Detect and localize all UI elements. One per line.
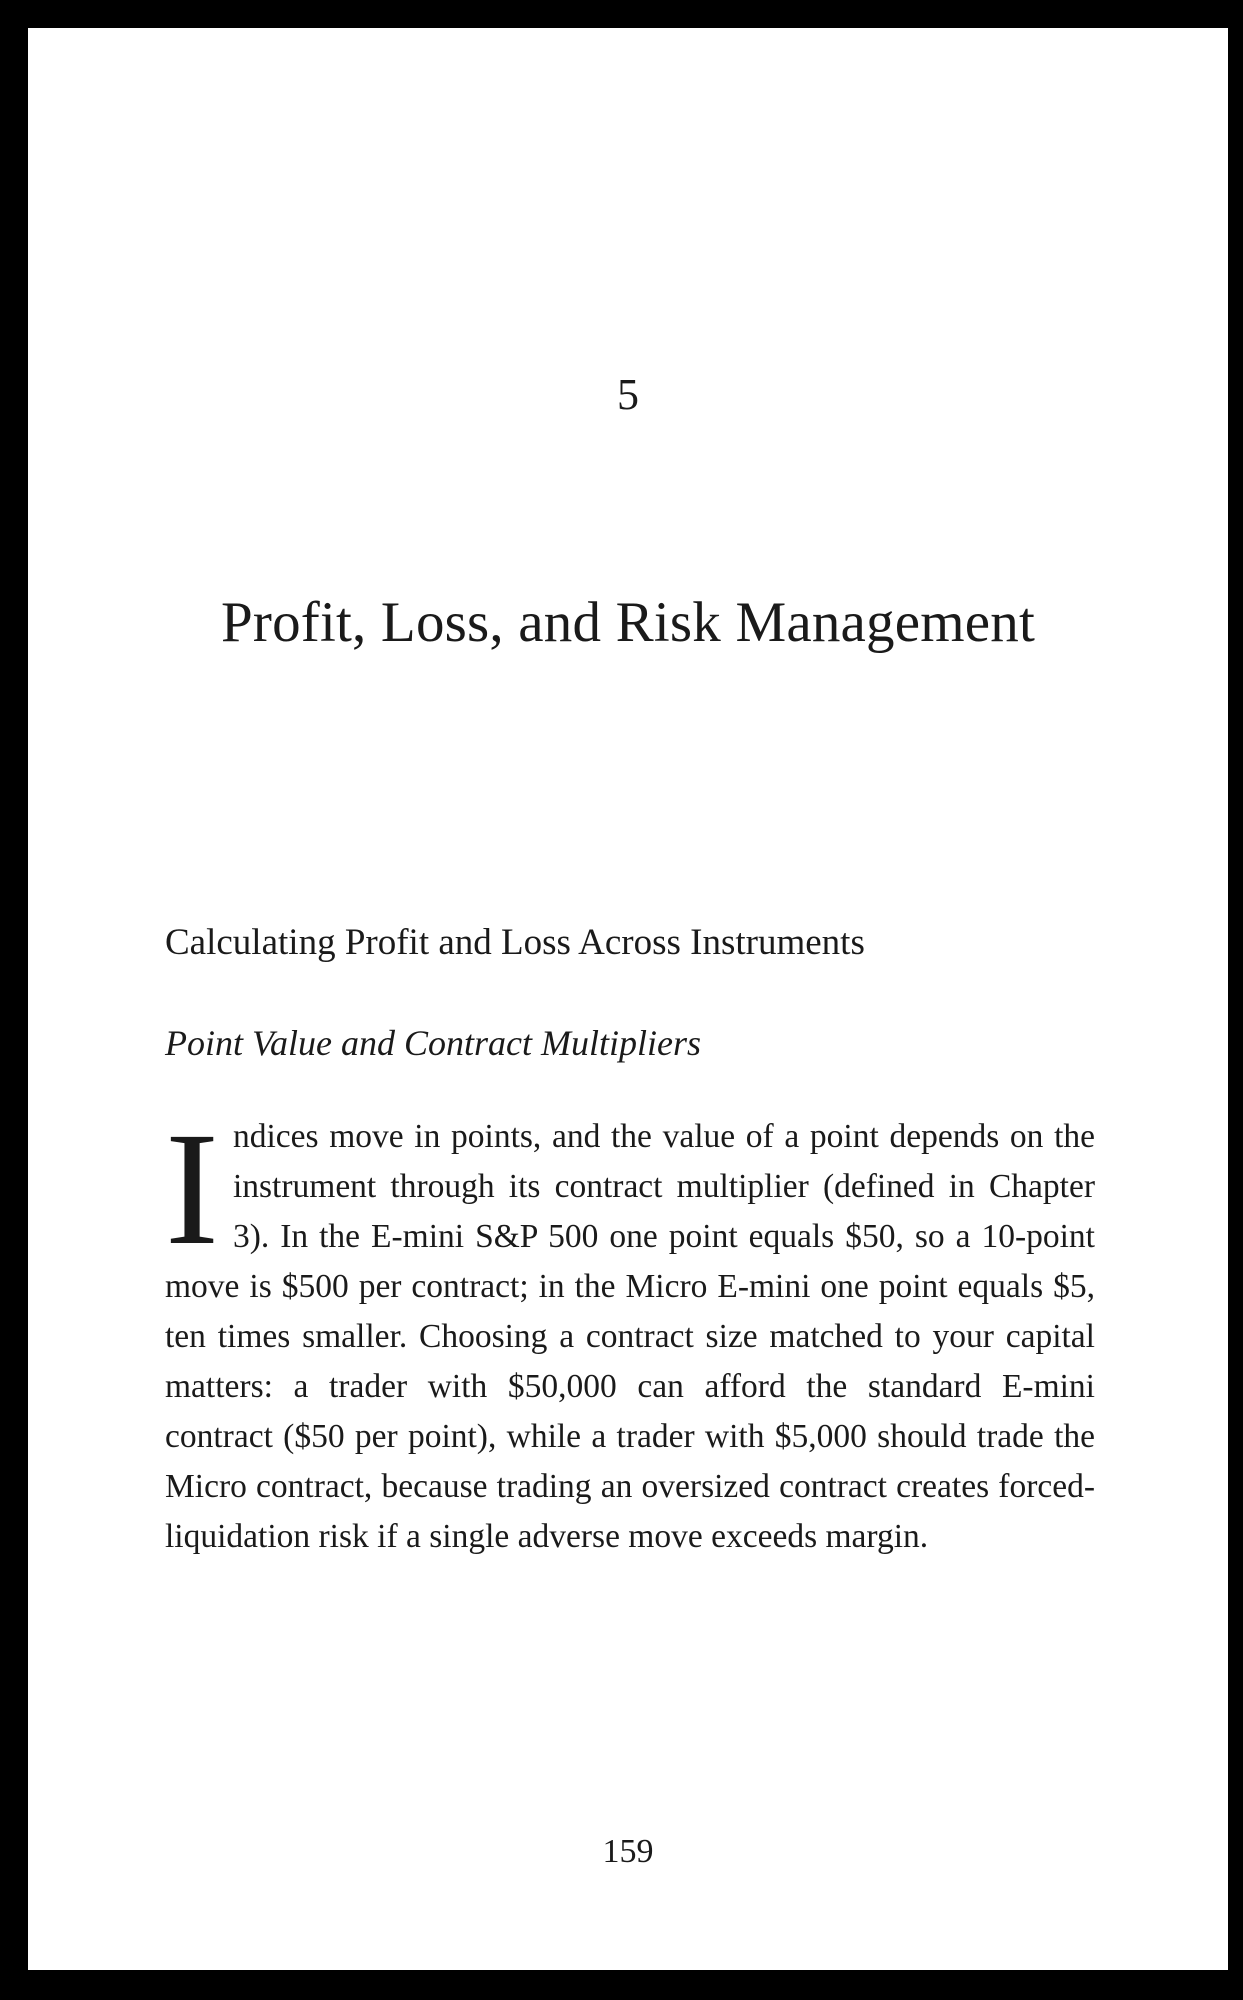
chapter-title: Profit, Loss, and Risk Management xyxy=(220,591,1035,654)
book-page xyxy=(28,28,1228,1970)
body-paragraph xyxy=(165,1100,1095,1562)
page-number: 159 xyxy=(602,1833,654,1870)
drop-cap: I xyxy=(165,1100,219,1279)
section-heading: Calculating Profit and Loss Across Instruments xyxy=(165,922,865,963)
chapter-number: 5 xyxy=(617,370,639,419)
subsection-heading: Point Value and Contract Multipliers xyxy=(165,1023,701,1063)
body-paragraph-text: ndices move in points, and the value of a point depends on the instrument through its contract multiplier (defined in Chapter 3). In the E-mini S&P 500 one point equals $50, so a 10-point move is $500 per contract; in the Micro E-mini one point equals $5, ten times smaller. Choosing a contract size matched to your capital matters: a trader with $50,000 can afford the standard E-mini contract ($50 per point), while a trader with $5,000 should trade the Micro contract, because trading an oversized contract creates forced-liquidation risk if a single adverse move exceeds margin. xyxy=(165,1118,1095,1555)
